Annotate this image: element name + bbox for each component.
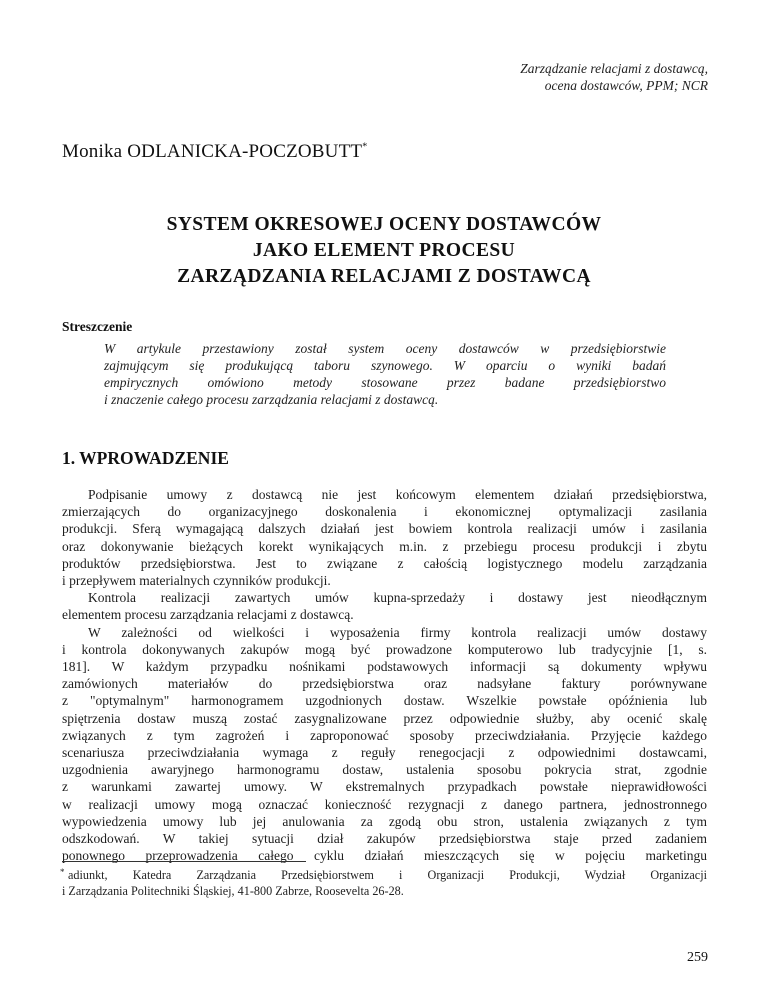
body-line: scenariusza przeciwdziałania wymaga z reguły renegocjacji z odpowiednimi dostawcami, — [62, 745, 707, 761]
body-line: Podpisanie umowy z dostawcą nie jest końcowym elementem działań przedsiębiorstwa, — [88, 487, 707, 502]
footnote-line: adiunkt, Katedra Zarządzania Przedsiębiorstwem i Organizacji Produkcji, Wydział Organizacji — [68, 868, 707, 882]
abstract-line: i znaczenie całego procesu zarządzania relacjami z dostawcą. — [104, 392, 439, 407]
keywords — [520, 60, 708, 94]
author-name-block — [62, 141, 367, 163]
title-line-3: ZARZĄDZANIA RELACJAMI Z DOSTAWCĄ — [177, 266, 591, 287]
body-line: produktów przedsiębiorstwa. Jest to związane z całością logistycznego modelu zarządzania — [62, 555, 707, 571]
footnote-mark: * — [60, 867, 65, 877]
abstract-line: zajmującym się produkującą taboru szynowego. W oparciu o wyniki badań — [104, 358, 666, 373]
body-line: elementem procesu zarządzania relacjami z dostawcą. — [62, 607, 354, 623]
body-line: uzgodnienia awaryjnego harmonogramu dostaw, ustalenia sposobu pokrycia strat, zgodnie — [62, 762, 707, 778]
body-line: z warunkami zawartej umowy. W ekstremalnych przypadkach powstałe nieprawidłowości — [62, 779, 707, 795]
body-line: wypowiedzenia umowy lub jej anulowania za zgodą obu stron, ustalenia związanych z tym — [62, 813, 707, 829]
author-footnote-mark: * — [362, 141, 368, 153]
paper-title — [62, 212, 706, 290]
body-line: W zależności od wielkości i wyposażenia firmy kontrola realizacji umów dostawy — [88, 624, 707, 640]
body-text — [62, 486, 707, 864]
body-line: w realizacji umowy mogą oznaczać konieczność rezygnacji z danego partnera, jednostronnego — [62, 796, 707, 812]
abstract-line: empirycznych omówiono metody stosowane przez badane przedsiębiorstwo — [104, 375, 666, 390]
abstract-heading: Streszczenie — [62, 319, 133, 334]
footnote-line: i Zarządzania Politechniki Śląskiej, 41-800 Zabrze, Roosevelta 26-28. — [62, 883, 404, 898]
body-line: spiętrzenia dostaw muszą zostać zasygnalizowane przez odpowiednie służby, aby ocenić skalę — [62, 710, 707, 726]
body-line: zmierzających do organizacyjnego doskonalenia i ekonomicznej optymalizacji zasilania — [62, 504, 707, 520]
body-line: związanych z tym zagrożeń i zaproponować sposoby przeciwdziałania. Przyjęcie każdego — [62, 727, 707, 743]
body-line: Kontrola realizacji zawartych umów kupna-sprzedaży i dostawy jest nieodłącznym — [88, 590, 707, 606]
keywords-line-2: ocena dostawców, PPM; NCR — [544, 78, 708, 93]
footnote-separator — [62, 861, 306, 862]
body-line: z "optymalnym" harmonogramem uzgodnionych dostaw. Wszelkie powstałe opóźnienia lub — [62, 693, 707, 709]
body-line: i kontrola dokonywanych zakupów mogą być prowadzone komputerowo lub tradycyjnie [1, s. — [62, 641, 707, 657]
title-line-1: SYSTEM OKRESOWEJ OCENY DOSTAWCÓW — [166, 214, 602, 235]
body-line: ponownego przeprowadzenia całego cyklu działań mieszczących się w pojęciu marketingu — [62, 848, 707, 864]
body-line: zamówionych materiałów do przedsiębiorstwa oraz nadsyłane faktury porównywane — [62, 676, 707, 692]
body-line: produkcji. Sferą wymagającą dalszych działań jest bowiem kontrola realizacji umów i zasilania — [62, 521, 707, 537]
page-number: 259 — [687, 950, 708, 965]
title-line-2: JAKO ELEMENT PROCESU — [252, 240, 516, 261]
section-heading: 1. WPROWADZENIE — [62, 448, 229, 468]
keywords-line-1: Zarządzanie relacjami z dostawcą, — [520, 61, 708, 76]
body-line: i przepływem materialnych czynników produkcji. — [62, 573, 331, 589]
author-name: Monika ODLANICKA-POCZOBUTT — [62, 141, 363, 162]
body-line: odszkodowań. W takiej sytuacji dział zakupów przedsiębiorstwa staje przed zadaniem — [62, 831, 707, 847]
abstract-text — [104, 340, 666, 408]
body-line: oraz dokonywanie bieżących korekt wynikających m.in. z przebiegu procesu produkcji i zbytu — [62, 538, 707, 554]
body-line: 181]. W każdym przypadku nośnikami podstawowych informacji są dokumenty wpływu — [62, 659, 707, 675]
footnote — [62, 868, 707, 899]
abstract-line: W artykule przestawiony został system oceny dostawców w przedsiębiorstwie — [104, 341, 666, 356]
